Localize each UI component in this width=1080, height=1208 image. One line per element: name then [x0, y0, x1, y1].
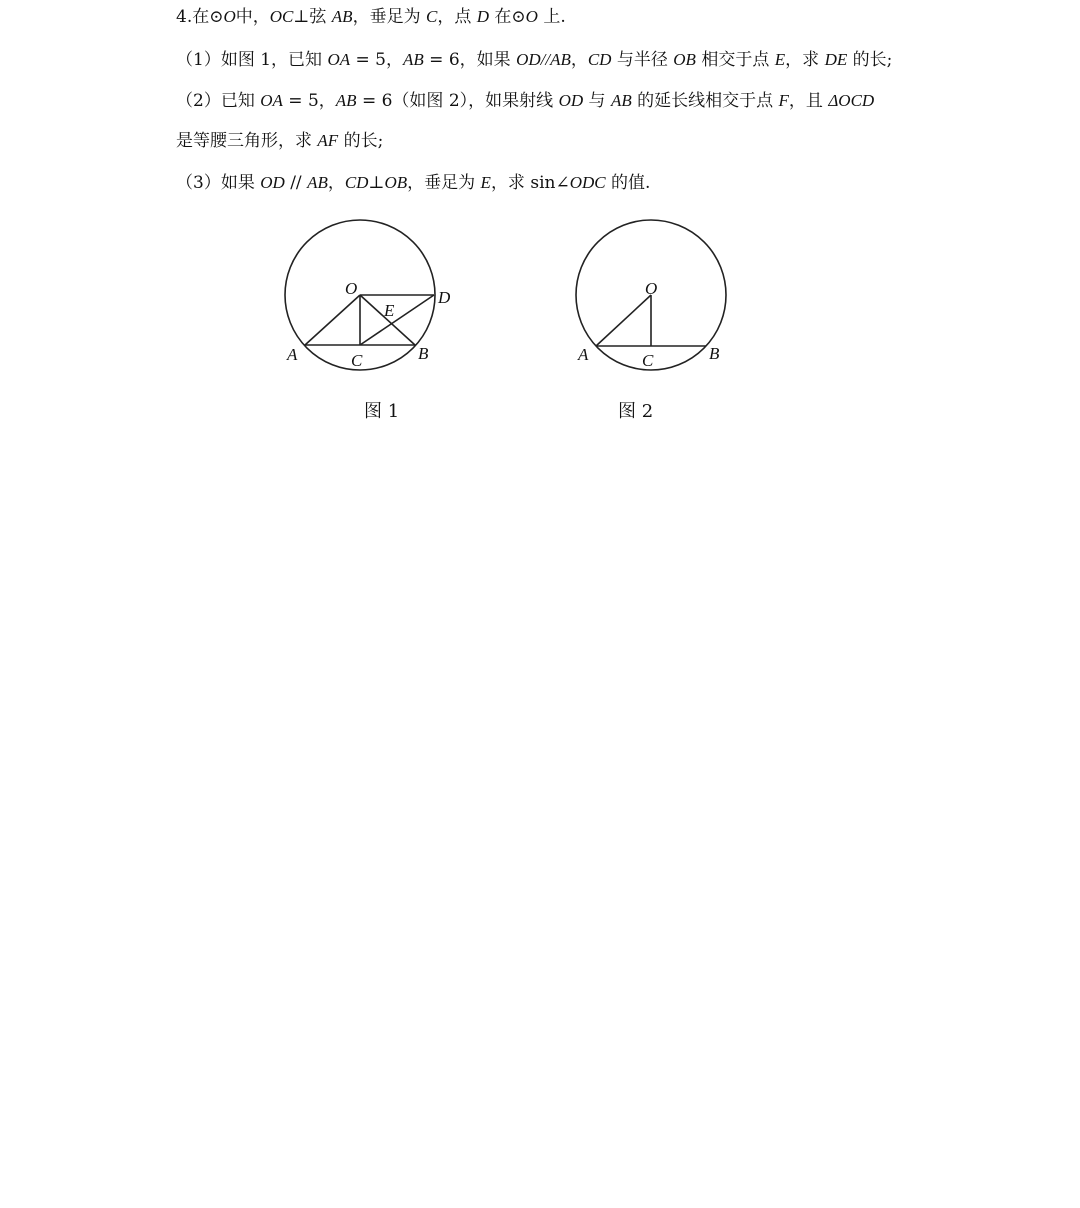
- fig1-label-d: D: [438, 288, 451, 307]
- figure-2-caption: 图 2: [618, 401, 654, 422]
- figure-1-caption: 图 1: [364, 401, 400, 422]
- part-1: （1）如图 1，已知 OA = 5，AB = 6，如果 OD//AB，CD 与半径 OB 相交于点 E，求 DE 的长;: [176, 50, 893, 70]
- fig2-label-a: A: [578, 345, 589, 364]
- fig1-label-e: E: [384, 301, 395, 320]
- part-2-line-2: 是等腰三角形，求 AF 的长;: [176, 131, 384, 151]
- fig2-label-o: O: [645, 279, 658, 298]
- fig1-label-c: C: [351, 351, 363, 370]
- fig1-segment-oa: [305, 295, 360, 345]
- problem-number: 4.: [176, 7, 193, 27]
- fig1-label-b: B: [418, 344, 429, 363]
- fig2-label-b: B: [709, 344, 720, 363]
- part-2-line-1: （2）已知 OA = 5，AB = 6（如图 2），如果射线 OD 与 AB 的延长线相交于点 F，且 ΔOCD: [176, 91, 875, 111]
- fig2-label-c: C: [642, 351, 654, 370]
- fig1-label-a: A: [287, 345, 298, 364]
- fig1-label-o: O: [345, 279, 358, 298]
- fig1-segment-cd: [360, 295, 434, 345]
- fig2-segment-oa: [596, 295, 651, 346]
- problem-stem: 4.在⊙O中，OC⊥弦 AB，垂足为 C，点 D 在⊙O 上.: [176, 7, 566, 27]
- part-3: （3）如果 OD // AB，CD⊥OB，垂足为 E，求 sin∠ODC 的值.: [176, 173, 651, 193]
